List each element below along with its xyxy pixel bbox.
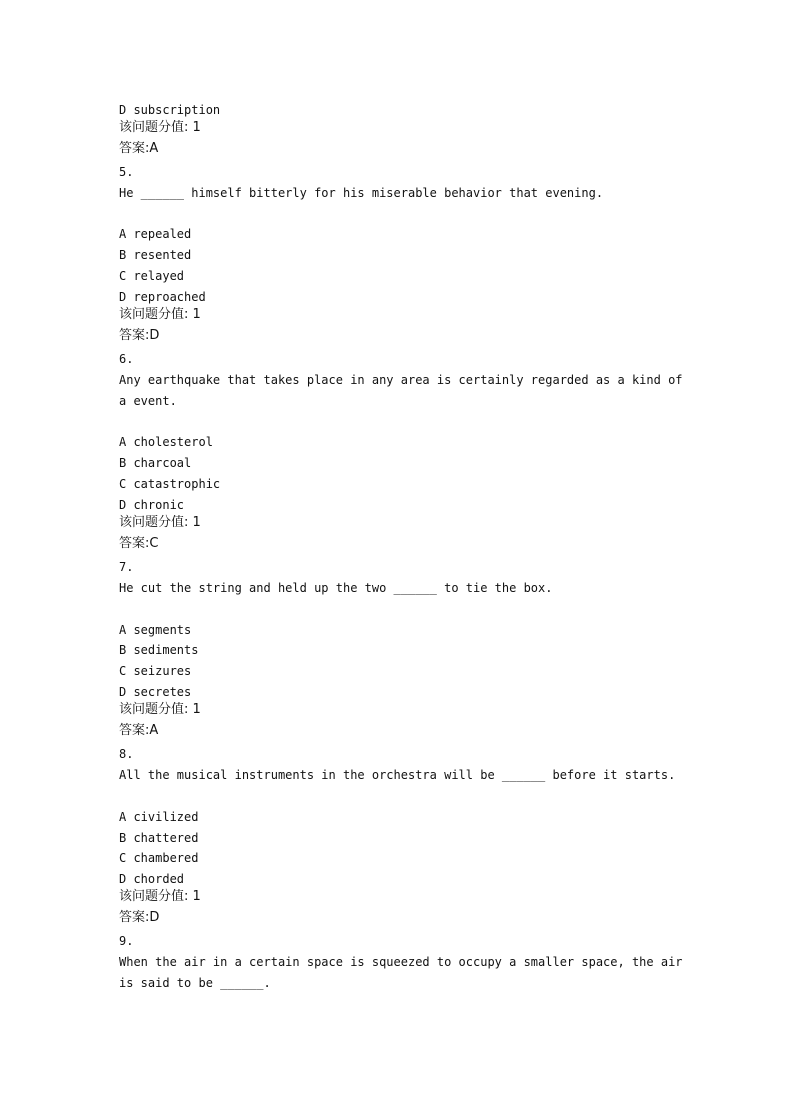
q8-answer: 答案:D xyxy=(119,910,160,925)
q5-option-b: B resented xyxy=(119,248,192,262)
q5-option-a: A repealed xyxy=(119,227,192,241)
q6-score: 该问题分值: 1 xyxy=(119,515,201,530)
q5-number: 5. xyxy=(119,165,134,179)
q7-option-c: C seizures xyxy=(119,664,192,678)
q4-answer: 答案:A xyxy=(119,141,159,156)
q7-score: 该问题分值: 1 xyxy=(119,702,201,717)
q4-score: 该问题分值: 1 xyxy=(119,120,201,135)
q6-answer: 答案:C xyxy=(119,536,159,551)
q6-text-line-2: a event. xyxy=(119,394,177,408)
q8-text: All the musical instruments in the orchestra will be ______ before it starts. xyxy=(119,768,676,782)
q8-option-b: B chattered xyxy=(119,831,199,845)
q5-score: 该问题分值: 1 xyxy=(119,307,201,322)
q9-text-line-1: When the air in a certain space is squeezed to occupy a smaller space, the air xyxy=(119,955,683,969)
q5-text: He ______ himself bitterly for his miserable behavior that evening. xyxy=(119,186,604,200)
q6-option-d: D chronic xyxy=(119,498,185,512)
q7-option-a: A segments xyxy=(119,623,192,637)
q6-text-line-1: Any earthquake that takes place in any area is certainly regarded as a kind of xyxy=(119,373,683,387)
q6-option-b: B charcoal xyxy=(119,456,192,470)
q9-text-line-2: is said to be ______. xyxy=(119,976,271,990)
q7-answer: 答案:A xyxy=(119,723,159,738)
q6-option-a: A cholesterol xyxy=(119,435,213,449)
q9-number: 9. xyxy=(119,934,134,948)
q6-number: 6. xyxy=(119,352,134,366)
q8-option-a: A civilized xyxy=(119,810,199,824)
q8-option-c: C chambered xyxy=(119,851,199,865)
q5-answer: 答案:D xyxy=(119,328,160,343)
q7-text: He cut the string and held up the two ______ to tie the box. xyxy=(119,581,553,595)
q8-number: 8. xyxy=(119,747,134,761)
q7-option-d: D secretes xyxy=(119,685,192,699)
q6-option-c: C catastrophic xyxy=(119,477,221,491)
q5-option-d: D reproached xyxy=(119,290,206,304)
q8-score: 该问题分值: 1 xyxy=(119,889,201,904)
q7-number: 7. xyxy=(119,560,134,574)
q7-option-b: B sediments xyxy=(119,643,199,657)
q5-option-c: C relayed xyxy=(119,269,185,283)
q4-option-d: D subscription xyxy=(119,103,221,117)
q8-option-d: D chorded xyxy=(119,872,185,886)
